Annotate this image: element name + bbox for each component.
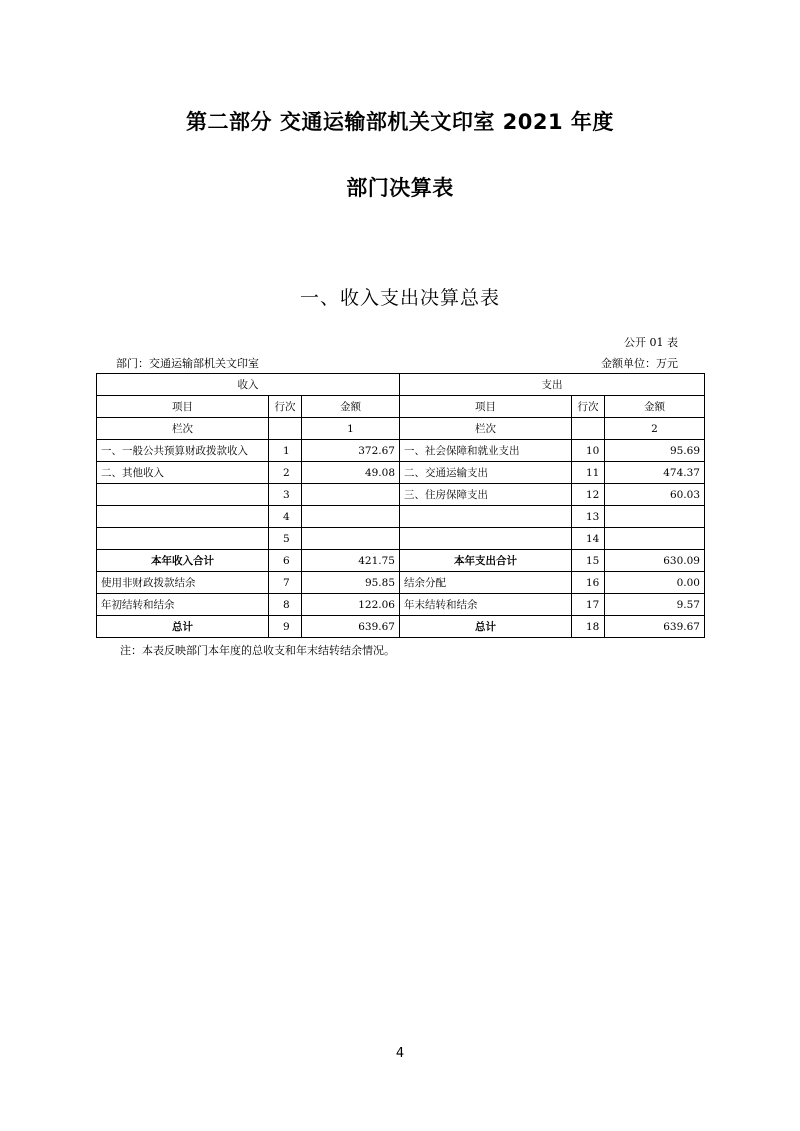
expense-header: 支出 — [400, 374, 705, 396]
income-amount: 372.67 — [302, 440, 400, 462]
budget-summary-table — [96, 373, 705, 638]
expense-item — [400, 506, 572, 528]
income-amount — [302, 484, 400, 506]
expense-subtotal-label: 本年支出合计 — [400, 550, 572, 572]
table-row — [97, 462, 705, 484]
expense-amount-header: 金额 — [605, 396, 705, 418]
income-column-number: 1 — [302, 418, 400, 440]
expense-line-no: 10 — [572, 440, 605, 462]
income-total-amount: 639.67 — [302, 616, 400, 638]
income-item: 使用非财政拨款结余 — [97, 572, 269, 594]
table-row — [97, 440, 705, 462]
document-title-line-1: 第二部分 交通运输部机关文印室 2021 年度 — [186, 110, 614, 134]
expense-total-amount: 639.67 — [605, 616, 705, 638]
income-line-no: 7 — [269, 572, 302, 594]
expense-amount — [605, 528, 705, 550]
document-title-line-2: 部门决算表 — [346, 176, 454, 200]
income-line-no: 1 — [269, 440, 302, 462]
income-line-no: 5 — [269, 528, 302, 550]
expense-amount — [605, 506, 705, 528]
income-line-no: 8 — [269, 594, 302, 616]
income-line-no: 3 — [269, 484, 302, 506]
department-label: 部门：交通运输部机关文印室 — [116, 357, 259, 370]
expense-line-no: 13 — [572, 506, 605, 528]
income-total-label: 总计 — [97, 616, 269, 638]
column-number-row — [97, 418, 705, 440]
income-item — [97, 506, 269, 528]
expense-item: 三、住房保障支出 — [400, 484, 572, 506]
income-line-no: 4 — [269, 506, 302, 528]
header-row-columns — [97, 396, 705, 418]
table-row — [97, 484, 705, 506]
expense-amount: 9.57 — [605, 594, 705, 616]
table-row — [97, 506, 705, 528]
income-line-no: 9 — [269, 616, 302, 638]
expense-line-no: 11 — [572, 462, 605, 484]
income-item — [97, 528, 269, 550]
income-item — [97, 484, 269, 506]
income-line-no: 2 — [269, 462, 302, 484]
expense-amount: 474.37 — [605, 462, 705, 484]
income-amount: 49.08 — [302, 462, 400, 484]
table-row — [97, 594, 705, 616]
income-amount: 122.06 — [302, 594, 400, 616]
expense-item: 二、交通运输支出 — [400, 462, 572, 484]
income-item-header: 项目 — [97, 396, 269, 418]
expense-amount: 0.00 — [605, 572, 705, 594]
expense-line-no: 15 — [572, 550, 605, 572]
expense-line-no: 16 — [572, 572, 605, 594]
expense-lanci-blank — [572, 418, 605, 440]
table-code: 公开 01 表 — [624, 336, 678, 349]
table-note: 注：本表反映部门本年度的总收支和年末结转结余情况。 — [120, 644, 395, 657]
expense-line-no: 12 — [572, 484, 605, 506]
income-item: 年初结转和结余 — [97, 594, 269, 616]
expense-line-no: 18 — [572, 616, 605, 638]
expense-line-no: 17 — [572, 594, 605, 616]
income-item: 一、一般公共预算财政拨款收入 — [97, 440, 269, 462]
income-amount — [302, 528, 400, 550]
income-item: 二、其他收入 — [97, 462, 269, 484]
expense-line-header: 行次 — [572, 396, 605, 418]
expense-amount: 60.03 — [605, 484, 705, 506]
section-title: 一、收入支出决算总表 — [299, 287, 500, 309]
income-lanci-label: 栏次 — [97, 418, 269, 440]
page-number: 4 — [395, 1046, 405, 1061]
expense-column-number: 2 — [605, 418, 705, 440]
expense-total-label: 总计 — [400, 616, 572, 638]
income-lanci-blank — [269, 418, 302, 440]
table-row — [97, 572, 705, 594]
income-header: 收入 — [97, 374, 400, 396]
total-row — [97, 616, 705, 638]
expense-item: 年末结转和结余 — [400, 594, 572, 616]
income-line-header: 行次 — [269, 396, 302, 418]
expense-amount: 95.69 — [605, 440, 705, 462]
expense-line-no: 14 — [572, 528, 605, 550]
expense-item: 结余分配 — [400, 572, 572, 594]
table-row — [97, 528, 705, 550]
header-row-group — [97, 374, 705, 396]
income-amount — [302, 506, 400, 528]
expense-item: 一、社会保障和就业支出 — [400, 440, 572, 462]
income-subtotal-label: 本年收入合计 — [97, 550, 269, 572]
expense-subtotal-amount: 630.09 — [605, 550, 705, 572]
expense-item — [400, 528, 572, 550]
unit-label: 金额单位：万元 — [601, 357, 678, 370]
income-amount-header: 金额 — [302, 396, 400, 418]
income-amount: 95.85 — [302, 572, 400, 594]
expense-item-header: 项目 — [400, 396, 572, 418]
subtotal-row — [97, 550, 705, 572]
expense-lanci-label: 栏次 — [400, 418, 572, 440]
income-subtotal-amount: 421.75 — [302, 550, 400, 572]
income-line-no: 6 — [269, 550, 302, 572]
